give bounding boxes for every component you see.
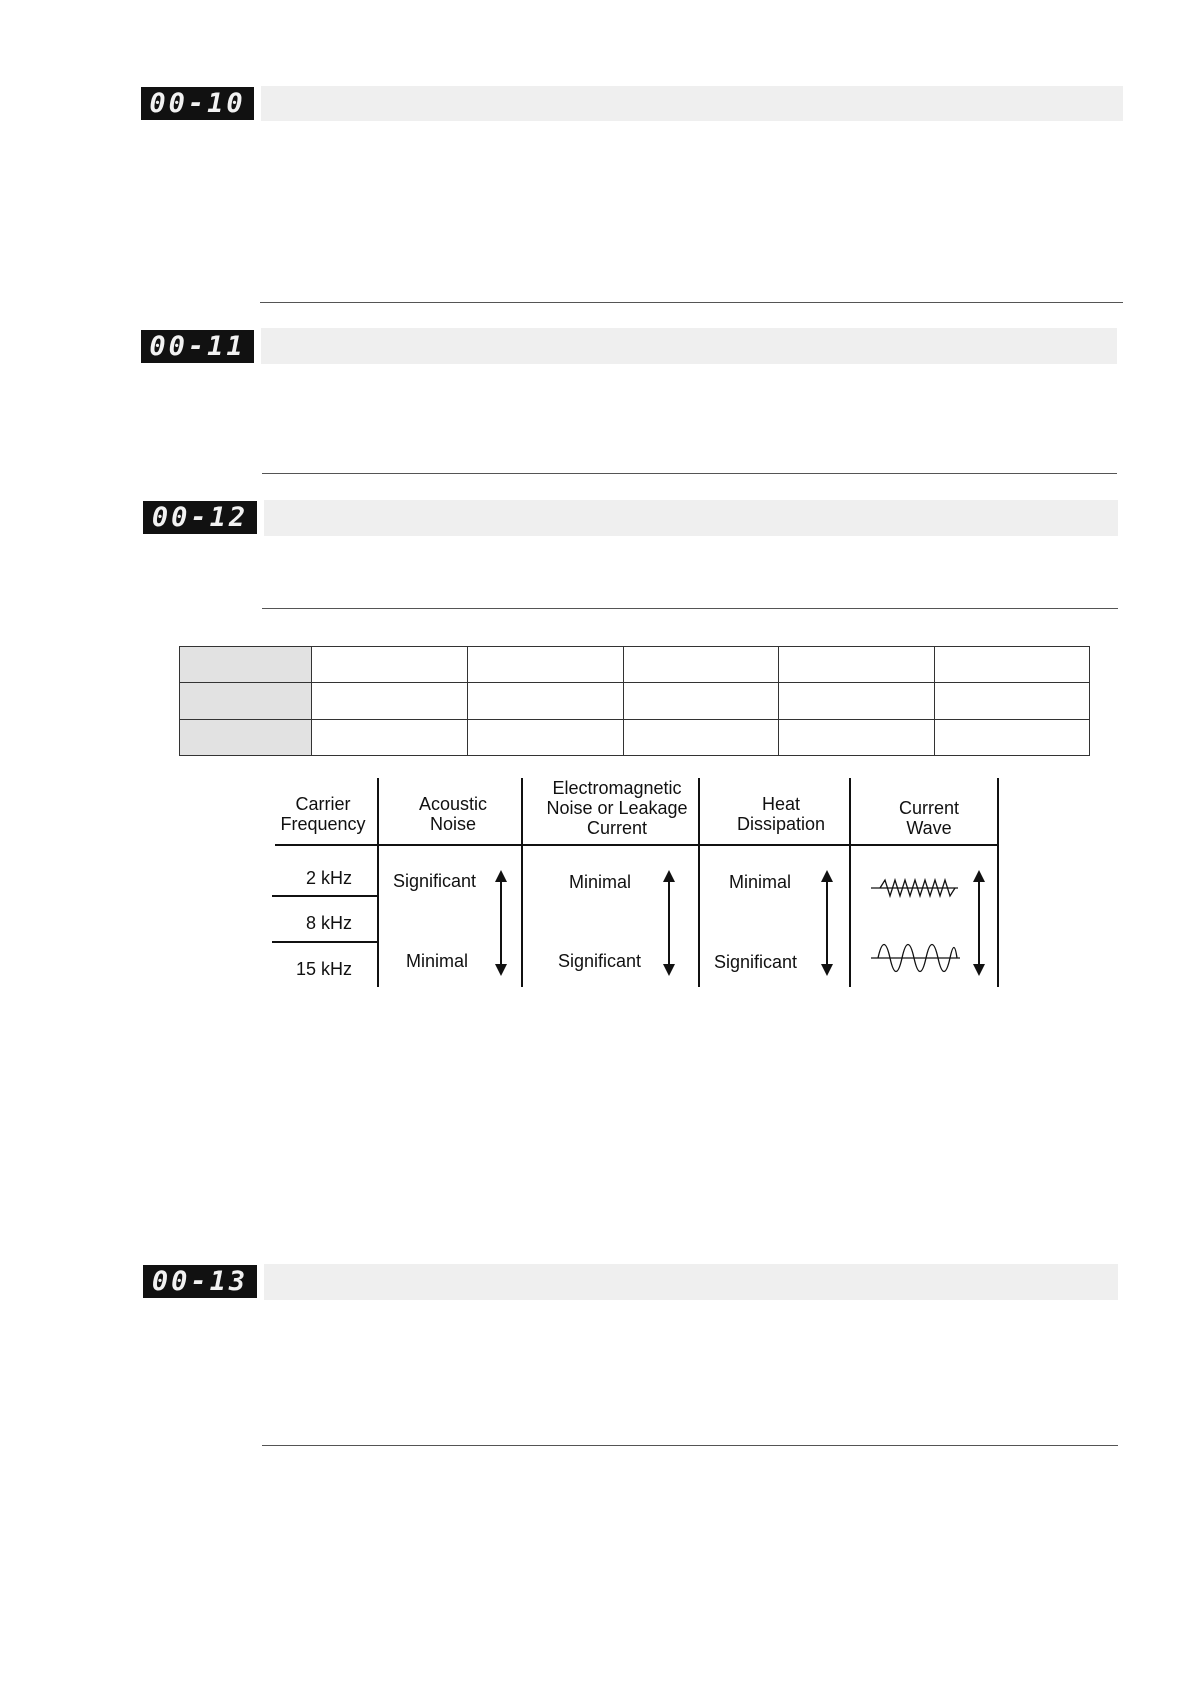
- parameter-title-bar-00-13: [264, 1264, 1118, 1300]
- heat-dissipation-top: Minimal: [729, 872, 792, 892]
- header-current-wave: Wave: [906, 818, 952, 838]
- frequency-label: 15 kHz: [295, 959, 352, 979]
- header-carrier-frequency: Frequency: [280, 814, 366, 834]
- header-electromagnetic: Current: [586, 818, 648, 838]
- parameter-code-00-13: 00-13: [143, 1265, 257, 1298]
- header-acoustic-noise: Acoustic: [418, 794, 488, 814]
- heat-dissipation-bottom: Significant: [714, 952, 798, 972]
- section-divider: [262, 1445, 1118, 1446]
- header-current-wave: Current: [898, 798, 960, 818]
- header-acoustic-noise: Noise: [429, 814, 477, 834]
- header-heat-dissipation: Dissipation: [736, 814, 826, 834]
- acoustic-noise-top: Significant: [393, 871, 477, 891]
- frequency-label: 8 kHz: [305, 913, 352, 933]
- header-heat-dissipation: Heat: [761, 794, 801, 814]
- header-carrier-frequency: Carrier: [295, 794, 351, 814]
- acoustic-noise-bottom: Minimal: [406, 951, 469, 971]
- parameter-code-00-10: 00-10: [141, 87, 254, 120]
- electromagnetic-top: Minimal: [569, 872, 632, 892]
- header-electromagnetic: Noise or Leakage: [546, 798, 688, 818]
- electromagnetic-bottom: Significant: [558, 951, 642, 971]
- small-ripple-wave-icon: [871, 880, 958, 896]
- header-electromagnetic: Electromagnetic: [552, 778, 682, 798]
- parameter-code-00-12: 00-12: [143, 501, 257, 534]
- large-ripple-wave-icon: [871, 945, 960, 972]
- parameter-code-00-11: 00-11: [141, 330, 254, 363]
- frequency-label: 2 kHz: [305, 868, 352, 888]
